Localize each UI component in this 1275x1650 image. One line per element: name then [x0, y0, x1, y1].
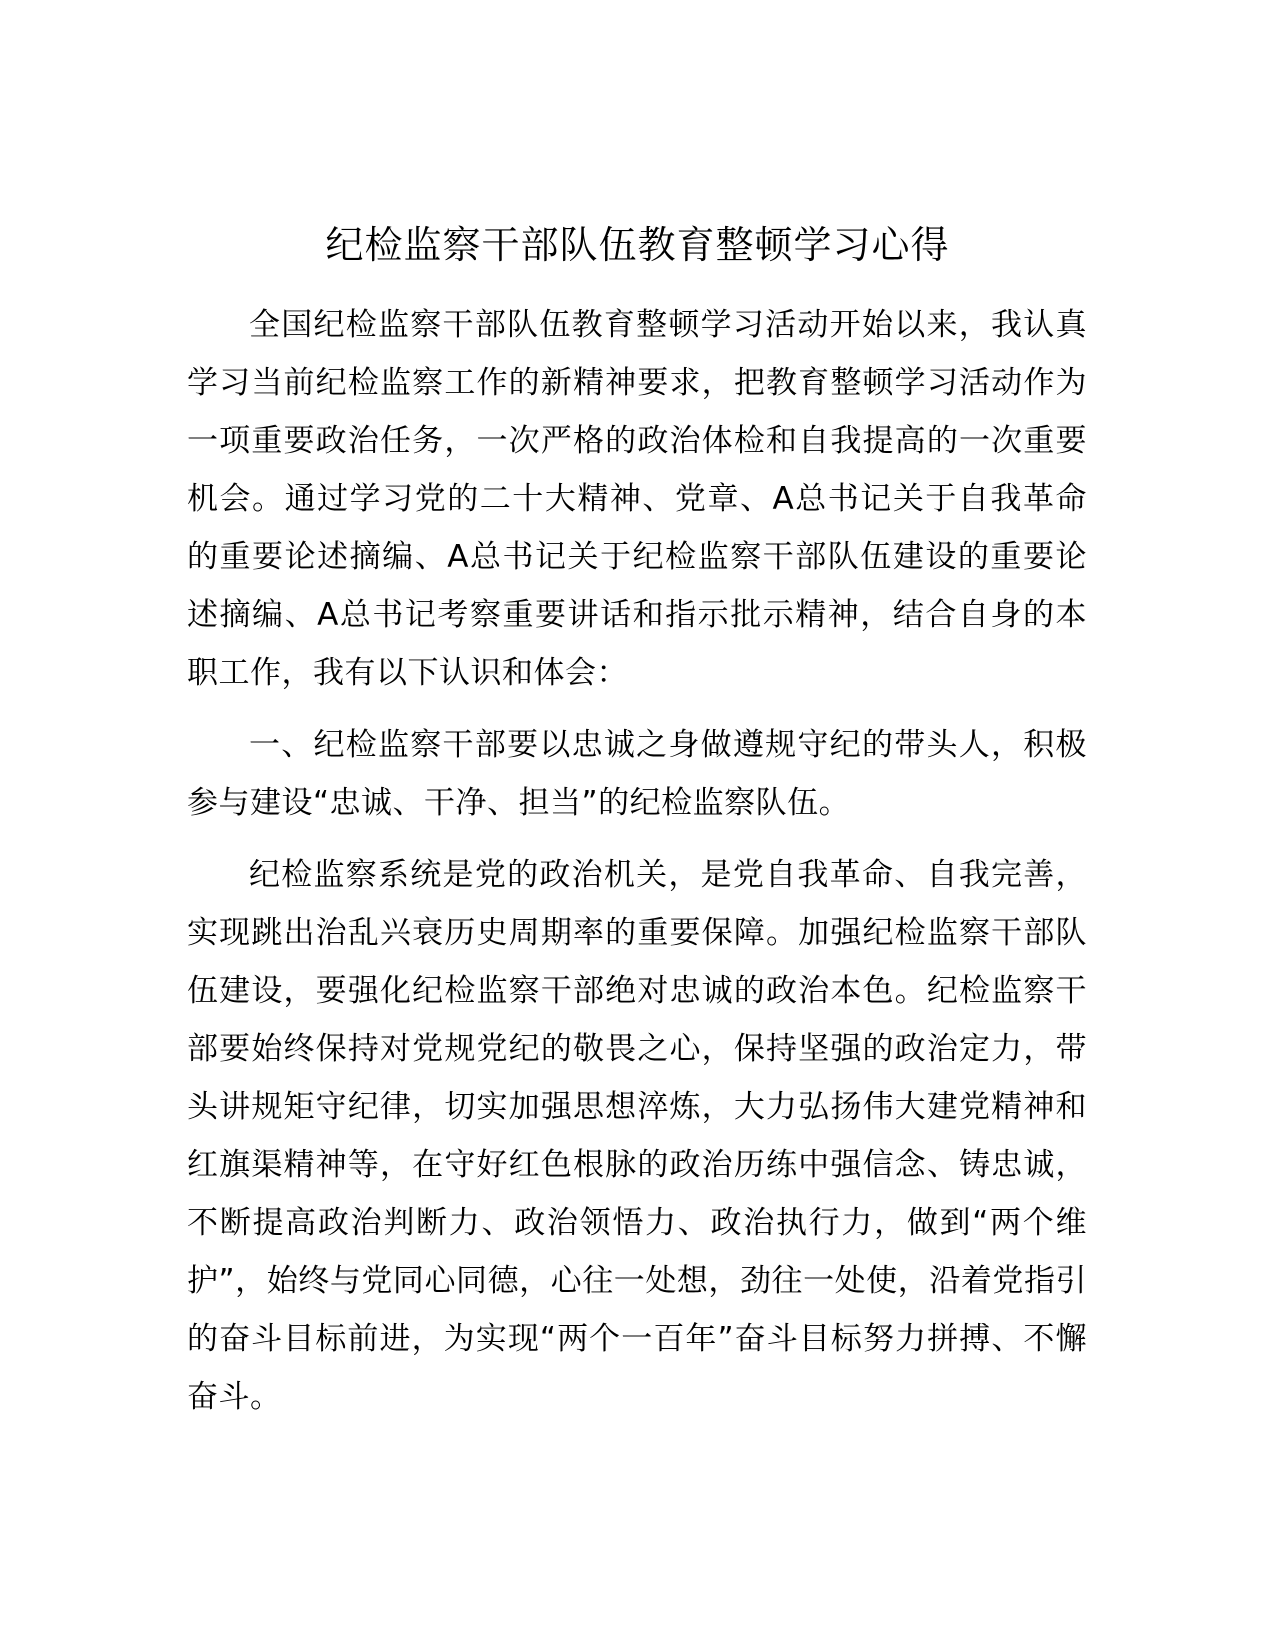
paragraph-section-heading: 一、纪检监察干部要以忠诚之身做遵规守纪的带头人，积极参与建设“忠诚、干净、担当”的纪检监察队伍。 — [187, 727, 1087, 821]
paragraph-section-body: 纪检监察系统是党的政治机关，是党自我革命、自我完善，实现跳出治乱兴衰历史周期率的重要保障。加强纪检监察干部队伍建设，要强化纪检监察干部绝对忠诚的政治本色。纪检监察干部要始终保持对党规党纪的敬畏之心，保持坚强的政治定力，带头讲规矩守纪律，切实加强思想淬炼，大力弘扬伟大建党精神和红旗渠精神等，在守好红色根脉的政治历练中强信念、铸忠诚，不断提高政治判断力、政治领悟力、政治执行力，做到“两个维护”，始终与党同心同德，心往一处想，劲往一处使，沿着党指引的奋斗目标前进，为实现“两个一百年”奋斗目标努力拼搏、不懈奋斗。 — [187, 857, 1087, 1415]
document-body — [187, 296, 1087, 1440]
document-title: 纪检监察干部队伍教育整顿学习心得 — [325, 223, 950, 267]
paragraph-intro: 全国纪检监察干部队伍教育整顿学习活动开始以来，我认真学习当前纪检监察工作的新精神要求，把教育整顿学习活动作为一项重要政治任务，一次严格的政治体检和自我提高的一次重要机会。通过学习党的二十大精神、党章、A总书记关于自我革命的重要论述摘编、A总书记关于纪检监察干部队伍建设的重要论述摘编、A总书记考察重要讲话和指示批示精神，结合自身的本职工作，我有以下认识和体会： — [187, 307, 1087, 691]
